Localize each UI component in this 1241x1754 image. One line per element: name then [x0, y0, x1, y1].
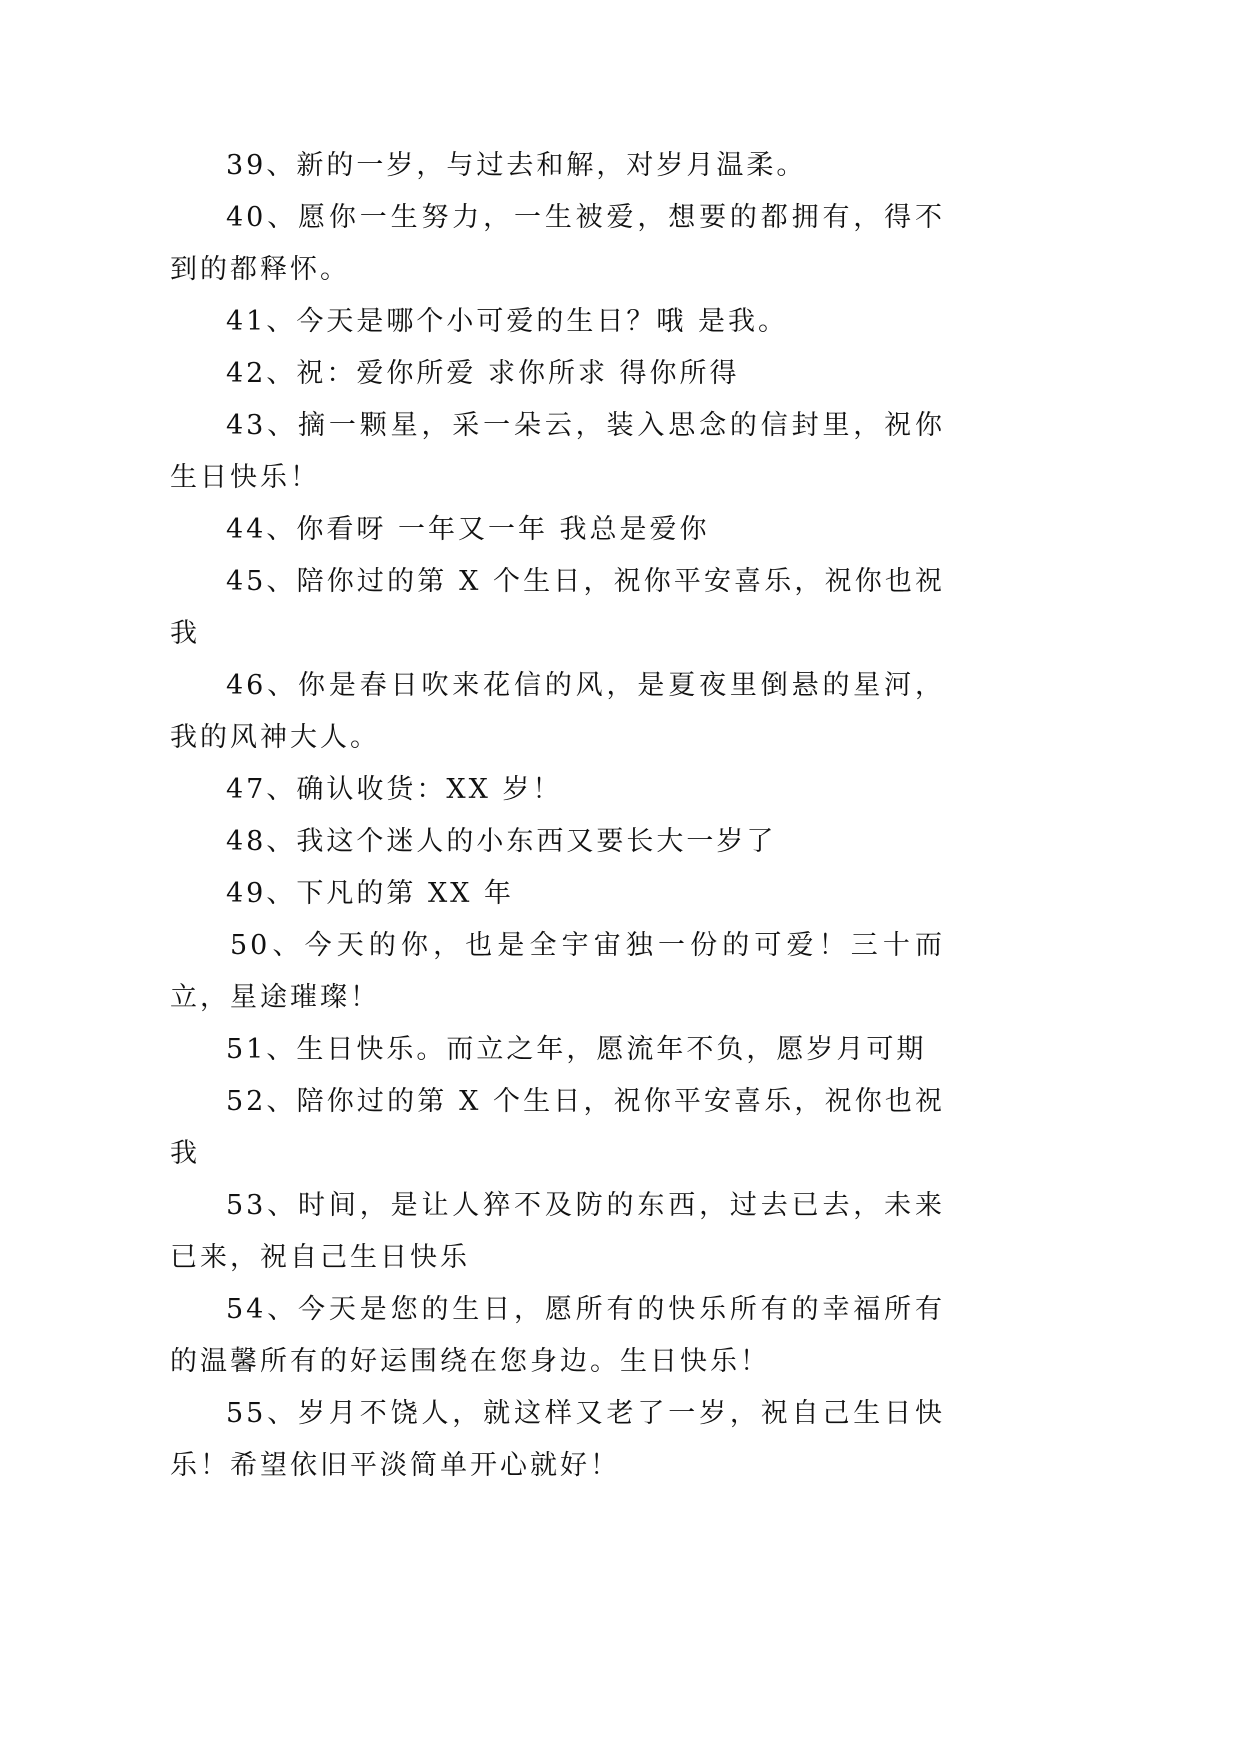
wish-item-43: 43、摘一颗星，采一朵云，装入思念的信封里，祝你生日快乐！ — [170, 410, 945, 493]
wish-item-53: 53、时间，是让人猝不及防的东西，过去已去，未来已来，祝自己生日快乐 — [170, 1190, 945, 1273]
wish-item-49: 49、下凡的第 XX 年 — [226, 878, 514, 909]
wish-item-44: 44、你看呀 一年又一年 我总是爱你 — [226, 514, 710, 545]
wish-item-41: 41、今天是哪个小可爱的生日？哦 是我。 — [226, 306, 788, 337]
wish-item-45: 45、陪你过的第 X 个生日，祝你平安喜乐，祝你也祝我 — [170, 566, 945, 649]
wish-item-46: 46、你是春日吹来花信的风，是夏夜里倒悬的星河，我的风神大人。 — [170, 670, 945, 753]
wish-item-50: 50、今天的你，也是全宇宙独一份的可爱！三十而立，星途璀璨！ — [170, 930, 945, 1013]
wish-item-48: 48、我这个迷人的小东西又要长大一岁了 — [226, 826, 777, 857]
wish-item-47: 47、确认收货：XX 岁！ — [226, 774, 563, 805]
wish-item-54: 54、今天是您的生日，愿所有的快乐所有的幸福所有的温馨所有的好运围绕在您身边。生日快乐！ — [170, 1294, 945, 1377]
wish-item-40: 40、愿你一生努力，一生被爱，想要的都拥有，得不到的都释怀。 — [170, 202, 945, 285]
wish-item-52: 52、陪你过的第 X 个生日，祝你平安喜乐，祝你也祝我 — [170, 1086, 945, 1169]
wish-item-51: 51、生日快乐。而立之年，愿流年不负，愿岁月可期 — [226, 1034, 927, 1065]
wish-item-55: 55、岁月不饶人，就这样又老了一岁，祝自己生日快乐！希望依旧平淡简单开心就好！ — [170, 1398, 945, 1481]
wish-item-39: 39、新的一岁，与过去和解，对岁月温柔。 — [226, 150, 807, 181]
document-body — [170, 140, 945, 1492]
wish-item-42: 42、祝：爱你所爱 求你所求 得你所得 — [226, 358, 740, 389]
